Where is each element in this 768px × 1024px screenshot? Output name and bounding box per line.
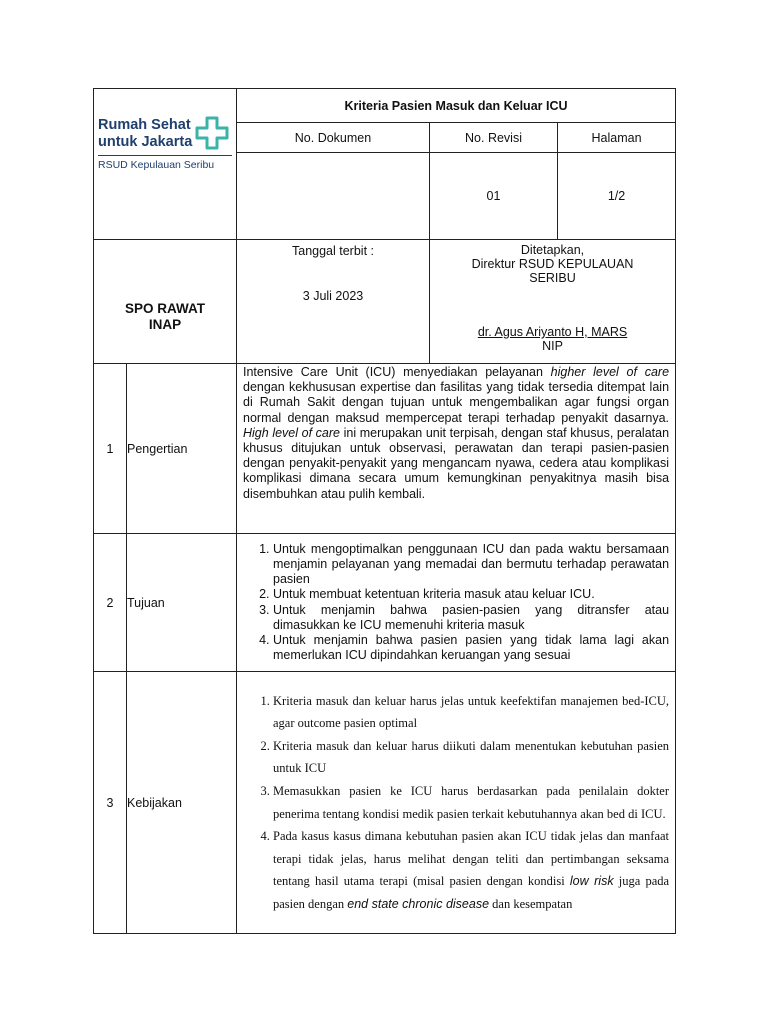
cross-logo-icon bbox=[194, 115, 230, 155]
tujuan-item: 2. Untuk membuat ketentuan kriteria masuk atau keluar ICU. bbox=[273, 587, 669, 602]
kebijakan-item bbox=[273, 825, 669, 915]
halaman-header: Halaman bbox=[558, 123, 676, 153]
pengertian-italic-1: higher level of care bbox=[550, 365, 670, 379]
no-revisi-value: 01 bbox=[430, 153, 558, 240]
spo-title-line-2: INAP bbox=[148, 316, 182, 332]
direktur-label: Direktur RSUD KEPULAUAN bbox=[471, 257, 634, 271]
spo-title-line-1: SPO RAWAT bbox=[124, 300, 205, 316]
kebijakan-item4-italic-2: end state chronic disease bbox=[347, 896, 490, 911]
pengertian-text-3: ini merupakan unit terpisah, dengan staf khusus, peralatan khusus ditujukan untuk observasi, perawatan dan terapi pasien-pasien dengan penyakit-penyakit yang mengancam nyawa, cedera atau komplikasi komplikasi dimana secara umum kemungkinan penyakitnya masih bisa disembuhkan atau pulih kembali. bbox=[243, 425, 670, 501]
pengertian-text-1: Intensive Care Unit (ICU) menyediakan pelayanan bbox=[243, 365, 551, 379]
tujuan-label: Tujuan bbox=[127, 534, 237, 672]
tanggal-value: 3 Juli 2023 bbox=[302, 289, 364, 303]
kebijakan-label: Kebijakan bbox=[127, 672, 237, 934]
logo-line-2: untuk Jakarta bbox=[98, 134, 193, 150]
pengertian-content bbox=[237, 364, 676, 534]
spo-table bbox=[93, 88, 676, 934]
logo-divider bbox=[98, 155, 232, 156]
no-dokumen-header: No. Dokumen bbox=[237, 123, 430, 153]
tujuan-item: 4. Untuk menjamin bahwa pasien pasien yang tidak lama lagi akan memerlukan ICU dipindahkan keruangan yang sesuai bbox=[273, 633, 669, 663]
kebijakan-item: 3. Memasukkan pasien ke ICU harus berdasarkan pada penilalain dokter penerima tentang kondisi medik pasien terkait kebutuhannya akan bed di ICU. bbox=[273, 780, 669, 825]
tanggal-terbit-cell bbox=[237, 240, 430, 364]
tujuan-list bbox=[237, 542, 675, 664]
pengertian-label: Pengertian bbox=[127, 364, 237, 534]
logo-line-3: RSUD Kepulauan Seribu bbox=[98, 159, 215, 171]
logo-line-1: Rumah Sehat bbox=[98, 117, 191, 133]
kebijakan-item4-text-b: juga pada pasien dengan bbox=[273, 874, 670, 911]
signer-name: dr. Agus Ariyanto H, MARS bbox=[477, 325, 628, 339]
ditetapkan-cell bbox=[430, 240, 676, 364]
tujuan-item: 1. Untuk mengoptimalkan penggunaan ICU dan pada waktu bersamaan menjamin pelayanan yang memadai dan bermutu terhadap perawatan pasien bbox=[273, 542, 669, 588]
pengertian-text-2: dengan kekhususan expertise dan fasilitas yang tidak tersedia ditempat lain di Rumah Sakit dengan tujuan untuk mengembalikan agar fungsi organ normal dengan maksud mempercepat terapi terhadap penyakit dasarnya. bbox=[243, 380, 670, 425]
logo-cell bbox=[94, 89, 237, 240]
kebijakan-item4-text-c: dan kesempatan bbox=[489, 896, 573, 911]
no-revisi-header: No. Revisi bbox=[430, 123, 558, 153]
hospital-logo bbox=[98, 117, 236, 171]
tujuan-number: 2 bbox=[94, 534, 127, 672]
tujuan-content bbox=[237, 534, 676, 672]
kebijakan-item: 1. Kriteria masuk dan keluar harus jelas untuk keefektifan manajemen bed-ICU, agar outcome pasien optimal bbox=[273, 690, 669, 735]
tanggal-label: Tanggal terbit : bbox=[292, 244, 374, 258]
seribu-label: SERIBU bbox=[529, 271, 576, 285]
kebijakan-list bbox=[237, 690, 675, 916]
no-dokumen-value bbox=[237, 153, 430, 240]
kebijakan-item: 2. Kriteria masuk dan keluar harus diikuti dalam menentukan kebutuhan pasien untuk ICU bbox=[273, 735, 669, 780]
kebijakan-number: 3 bbox=[94, 672, 127, 934]
tujuan-item: 3. Untuk menjamin bahwa pasien-pasien yang ditransfer atau dimasukkan ke ICU memenuhi kriteria masuk bbox=[273, 603, 669, 633]
spo-cell bbox=[94, 240, 237, 364]
ditetapkan-label: Ditetapkan, bbox=[520, 243, 585, 257]
halaman-value: 1/2 bbox=[558, 153, 676, 240]
document-title: Kriteria Pasien Masuk dan Keluar ICU bbox=[237, 89, 676, 123]
kebijakan-item4-text-a: Pada kasus kasus dimana kebutuhan pasien akan ICU tidak jelas dan manfaat terapi tidak jelas, harus melihat dengan teliti dan pertimbangan seksama tentang hasil utama terapi (misal pasien dengan kondisi bbox=[273, 829, 670, 889]
nip-label: NIP bbox=[542, 339, 563, 353]
kebijakan-content bbox=[237, 672, 676, 934]
pengertian-italic-2: High level of care bbox=[243, 425, 340, 440]
pengertian-number: 1 bbox=[94, 364, 127, 534]
kebijakan-item4-italic-1: low risk bbox=[569, 874, 614, 889]
